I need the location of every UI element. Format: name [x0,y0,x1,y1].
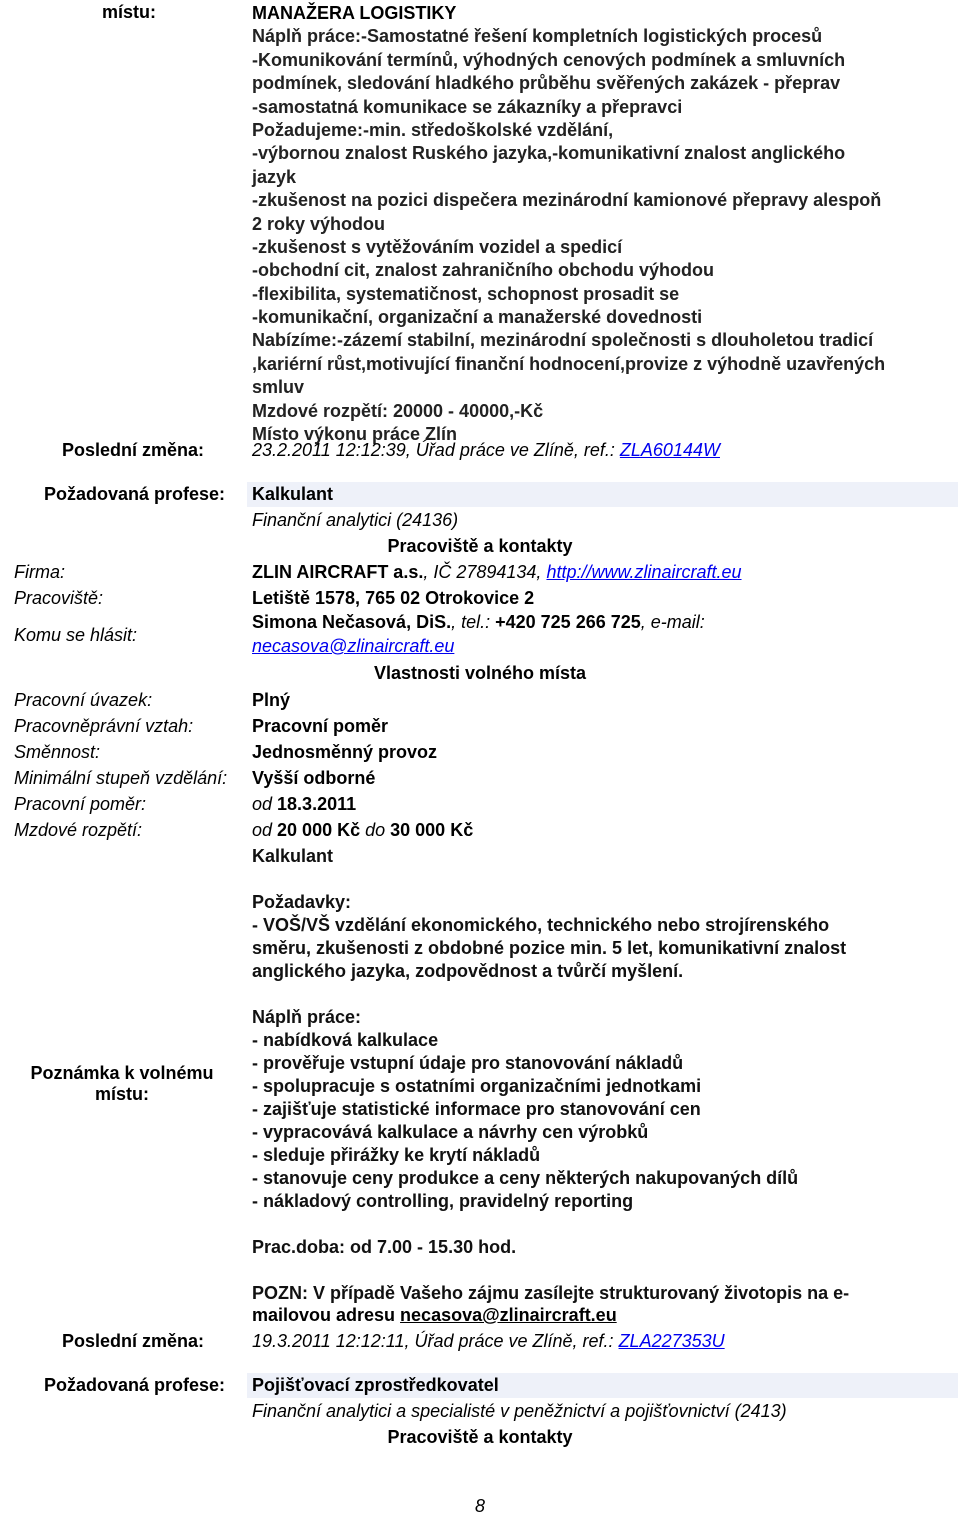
profession-value-2: Pojišťovací zprostředkovatel [252,1375,499,1395]
description-line: -zkušenost s vytěžováním vozidel a spedicí [252,236,623,257]
note-line: Náplň práce: [252,1007,362,1027]
last-change-label: Poslední změna: [61,440,204,460]
description-line: -výbornou znalost Ruského jazyka,-komunikativní znalost anglického [252,143,846,164]
property-label: Směnnost: [14,742,101,762]
reference-link-2[interactable]: ZLA227353U [618,1331,725,1351]
last-change-label-2: Poslední změna: [61,1331,204,1351]
note-line: - zajišťuje statistické informace pro stanovování cen [252,1099,701,1119]
last-change-value-2: 19.3.2011 12:12:11, Úřad práce ve Zlíně, ref.: ZLA227353U [252,1331,725,1351]
description-line: ,kariérní růst,motivující finanční hodnocení,provize z výhodně uzavřených [252,353,886,374]
profession-category-2: Finanční analytici a specialisté v peněžnictví a pojišťovnictví (2413) [252,1401,787,1421]
description-line: -obchodní cit, znalost zahraničního obchodu výhodou [252,260,714,281]
start-label: Pracovní poměr: [14,794,147,814]
contact-email-link[interactable]: necasova@zlinaircraft.eu [252,636,455,656]
property-value: Pracovní poměr [252,716,389,736]
profession-label-2: Požadovaná profese: [43,1375,225,1395]
description-line: -komunikační, organizační a manažerské dovednosti [252,307,703,328]
note-last-line: mailovou adresu necasova@zlinaircraft.eu [252,1305,617,1325]
note-line [252,1213,849,1236]
note-label: Poznámka k volnému místu: [30,1063,214,1104]
property-value: Jednosměnný provoz [252,742,438,762]
note-line [252,983,849,1006]
description-line: -samostatná komunikace se zákazníky a přepravci [252,96,683,117]
page-number: 8 [474,1496,485,1516]
note-line: anglického jazyka, zodpovědnost a tvůrčí myšlení. [252,961,684,981]
note-line: Prac.doba: od 7.00 - 15.30 hod. [252,1237,517,1257]
profession-label: Požadovaná profese: [43,484,225,504]
start-value: od 18.3.2011 [252,794,357,814]
description-line: Požadujeme:-min. středoškolské vzdělání, [252,119,614,140]
note-line: Požadavky: [252,892,352,912]
property-label: Minimální stupeň vzdělání: [14,768,228,788]
profession-value: Kalkulant [252,484,334,504]
workplace-value: Letiště 1578, 765 02 Otrokovice 2 [252,588,535,608]
description-line: Mzdové rozpětí: 20000 - 40000,-Kč [252,400,544,421]
field-label-mistu: místu: [102,2,156,22]
note-line: - stanovuje ceny produkce a ceny některých nakupovaných dílů [252,1168,799,1188]
note-line: Kalkulant [252,846,334,866]
note-text-block [252,845,849,1305]
description-line: podmínek, sledování hladkého průběhu svěřených zakázek - přeprav [252,73,841,94]
property-label: Pracovněprávní vztah: [14,716,194,736]
property-value: Vyšší odborné [252,768,376,788]
note-line [252,868,849,891]
firm-website-link[interactable]: http://www.zlinaircraft.eu [546,562,742,582]
description-line: -flexibilita, systematičnost, schopnost prosadit se [252,283,680,304]
description-line: smluv [252,377,305,398]
salary-value: od 20 000 Kč do 30 000 Kč [252,820,474,840]
note-line: směru, zkušenosti z obdobné pozice min. 5 let, komunikativní znalost [252,938,847,958]
contact-label: Komu se hlásit: [14,625,138,645]
description-line: Náplň práce:-Samostatné řešení kompletních logistických procesů [252,26,823,47]
description-line: -zkušenost na pozici dispečera mezinárodní kamionové přepravy alespoň [252,190,882,211]
description-line: -Komunikování termínů, výhodných cenových podmínek a smluvních [252,49,846,70]
salary-label: Mzdové rozpětí: [14,820,143,840]
description-line: jazyk [252,166,297,187]
note-line: - vypracovává kalkulace a návrhy cen výrobků [252,1122,649,1142]
note-line: - prověřuje vstupní údaje pro stanovování nákladů [252,1053,684,1073]
section-heading-contacts-2: Pracoviště a kontakty [387,1427,573,1447]
note-line: - nabídková kalkulace [252,1030,439,1050]
note-line: - spolupracuje s ostatními organizačními jednotkami [252,1076,702,1096]
description-line: 2 roky výhodou [252,213,386,234]
job-description-block [252,2,885,446]
note-line: POZN: V případě Vašeho zájmu zasílejte strukturovaný životopis na e- [252,1283,850,1303]
description-line: Místo výkonu práce Zlín [252,424,458,445]
note-line: - nákladový controlling, pravidelný reporting [252,1191,634,1211]
note-email[interactable]: necasova@zlinaircraft.eu [400,1305,617,1325]
firm-label: Firma: [14,562,65,582]
description-line: MANAŽERA LOGISTIKY [252,3,457,23]
reference-link[interactable]: ZLA60144W [619,440,720,460]
note-line [252,1259,849,1282]
profession-highlight [247,482,958,507]
profession-category: Finanční analytici (24136) [252,510,459,530]
section-heading-properties: Vlastnosti volného místa [373,663,587,683]
description-line: Nabízíme:-zázemí stabilní, mezinárodní společnosti s dlouholetou tradicí [252,330,874,351]
section-heading-contacts: Pracoviště a kontakty [387,536,573,556]
workplace-label: Pracoviště: [14,588,104,608]
note-line: - sleduje přirážky ke krytí nákladů [252,1145,541,1165]
note-line: - VOŠ/VŠ vzdělání ekonomického, technického nebo strojírenského [252,915,830,935]
property-value: Plný [252,690,291,710]
contact-value: Simona Nečasová, DiS., tel.: +420 725 266 725, e-mail: [252,612,705,632]
property-label: Pracovní úvazek: [14,690,153,710]
firm-value: ZLIN AIRCRAFT a.s., IČ 27894134, http://www.zlinaircraft.eu [252,562,742,582]
last-change-value: 23.2.2011 12:12:39, Úřad práce ve Zlíně, ref.: ZLA60144W [252,440,720,460]
